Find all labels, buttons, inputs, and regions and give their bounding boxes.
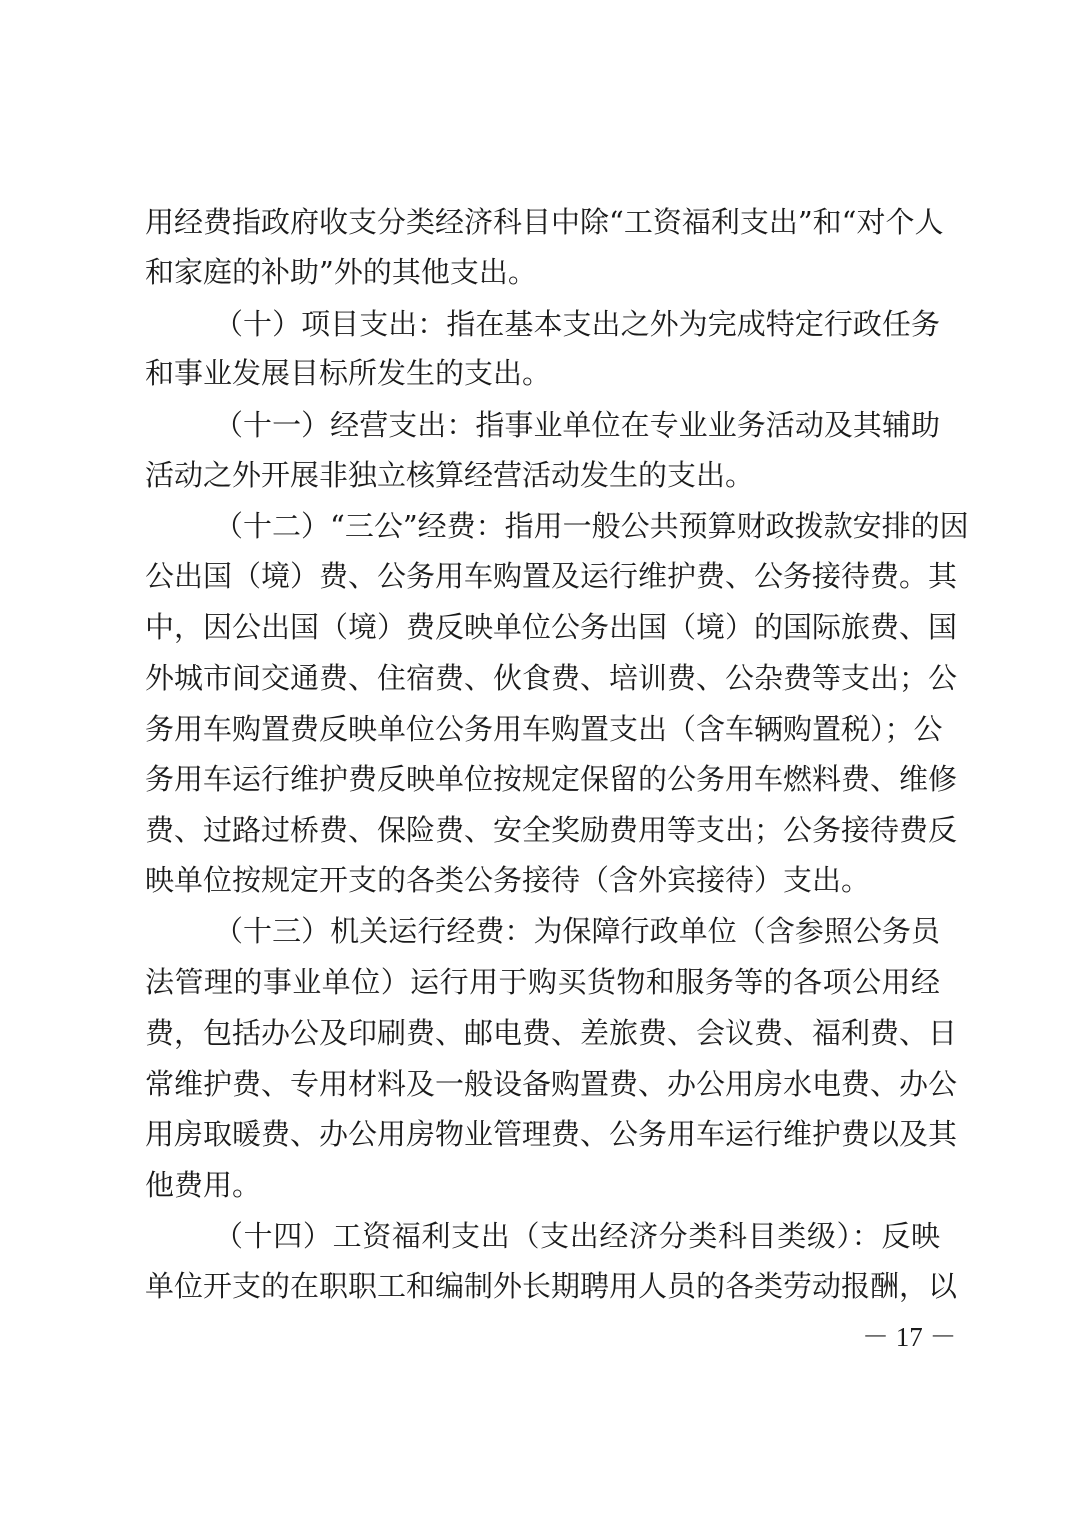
text-line: （十四）工资福利支出（支出经济分类科目类级）：反映 [214,1219,940,1253]
text-line: 活动之外开展非独立核算经营活动发生的支出。 [145,458,755,492]
text-line: （十二）“三公”经费：指用一般公共预算财政拨款安排的因 [214,509,969,543]
text-line: （十三）机关运行经费：为保障行政单位（含参照公务员 [214,914,940,948]
text-line: 公出国（境）费、公务用车购置及运行维护费、公务接待费。其 [145,559,958,593]
text-line: 法管理的事业单位）运行用于购买货物和服务等的各项公用经 [145,965,940,999]
text-line: 常维护费、专用材料及一般设备购置费、办公用房水电费、办公 [145,1067,958,1101]
text-line: 他费用。 [145,1168,262,1202]
text-line: 映单位按规定开支的各类公务接待（含外宾接待）支出。 [145,863,871,897]
page-number: － 17 － [862,1322,957,1352]
text-line: 务用车运行维护费反映单位按规定保留的公务用车燃料费、维修 [145,762,958,796]
text-line: 单位开支的在职职工和编制外长期聘用人员的各类劳动报酬，以 [145,1269,958,1303]
text-line: 费，包括办公及印刷费、邮电费、差旅费、会议费、福利费、日 [145,1016,958,1050]
text-line: （十一）经营支出：指事业单位在专业业务活动及其辅助 [214,408,940,442]
text-line: 务用车购置费反映单位公务用车购置支出（含车辆购置税）；公 [145,712,943,746]
text-line: 用经费指政府收支分类经济科目中除“工资福利支出”和“对个人 [145,205,944,239]
text-line: 和家庭的补助”外的其他支出。 [145,255,537,289]
text-line: 外城市间交通费、住宿费、伙食费、培训费、公杂费等支出；公 [145,661,958,695]
text-line: 和事业发展目标所发生的支出。 [145,356,552,390]
text-line: 用房取暖费、办公用房物业管理费、公务用车运行维护费以及其 [145,1117,958,1151]
text-line: 中，因公出国（境）费反映单位公务出国（境）的国际旅费、国 [145,610,958,644]
text-line: 费、过路过桥费、保险费、安全奖励费用等支出；公务接待费反 [145,813,958,847]
text-line: （十）项目支出：指在基本支出之外为完成特定行政任务 [214,307,940,341]
